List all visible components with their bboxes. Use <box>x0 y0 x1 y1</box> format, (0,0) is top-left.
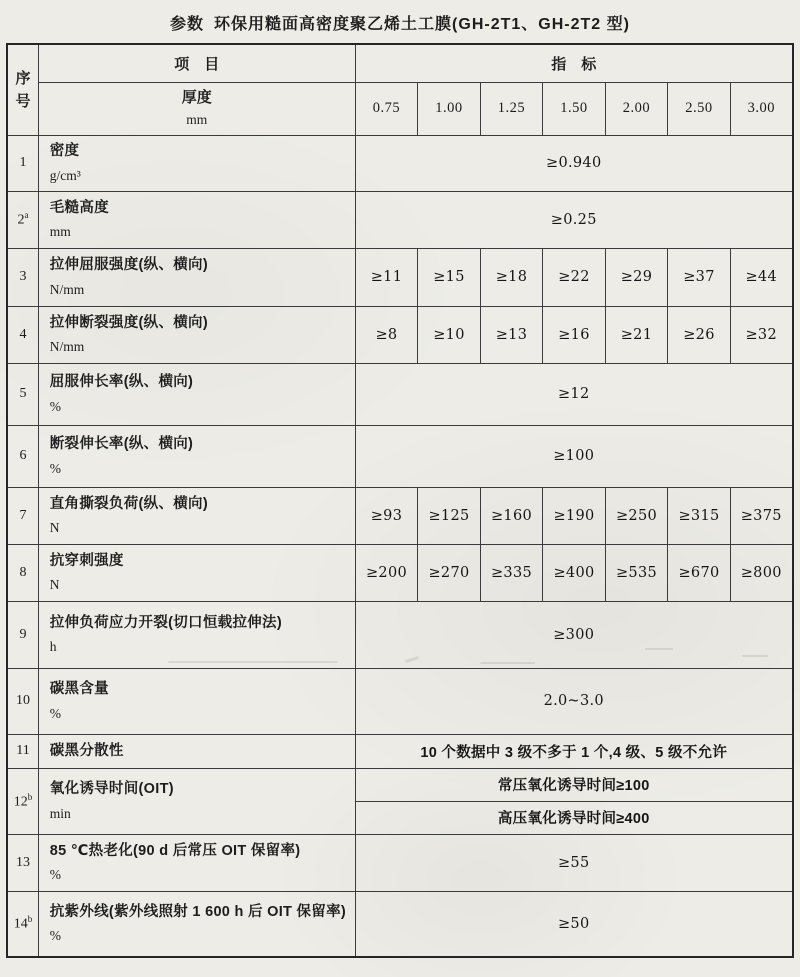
item-name: 拉伸断裂强度(纵、横向) <box>49 314 208 331</box>
serial-header <box>7 44 38 135</box>
thickness-value: 3.00 <box>730 82 793 135</box>
value-cell: 10 个数据中 3 级不多于 1 个,4 级、5 级不允许 <box>355 734 793 768</box>
serial-cell: 10 <box>7 668 38 734</box>
serial-cell: 2$^a$ <box>7 191 38 248</box>
spec-table <box>6 43 794 958</box>
value-cell: ≥18 <box>480 248 543 306</box>
value-cell: ≥10 <box>418 306 481 363</box>
item-cell <box>38 363 355 425</box>
value-cell: ≥315 <box>668 487 731 544</box>
value-cell: ≥44 <box>730 248 793 306</box>
item-cell <box>38 191 355 248</box>
table-row <box>7 191 793 248</box>
item-cell <box>38 544 355 601</box>
table-row <box>7 834 793 891</box>
caption-prefix: 参数 <box>170 16 205 33</box>
table-row <box>7 306 793 363</box>
serial-cell: 5 <box>7 363 38 425</box>
thickness-value: 1.00 <box>418 82 481 135</box>
value-cell: ≥100 <box>355 425 793 487</box>
item-unit: N <box>49 577 60 593</box>
serial-cell: 9 <box>7 601 38 668</box>
thickness-unit: mm <box>186 111 208 127</box>
value-cell: ≥375 <box>730 487 793 544</box>
value-cell: ≥11 <box>355 248 418 306</box>
serial-cell: 11 <box>7 734 38 768</box>
table-row <box>7 891 793 957</box>
table-row <box>7 668 793 734</box>
table-row <box>7 135 793 191</box>
value-cell: ≥800 <box>730 544 793 601</box>
spec-table-body <box>7 135 793 957</box>
value-cell: ≥22 <box>543 248 606 306</box>
thickness-value: 2.00 <box>605 82 668 135</box>
serial-cell: 1 <box>7 135 38 191</box>
header-row-thickness <box>7 82 793 135</box>
item-unit: % <box>49 705 61 721</box>
item-cell <box>38 487 355 544</box>
index-header: 指 标 <box>355 44 793 82</box>
table-row <box>7 363 793 425</box>
value-cell: ≥37 <box>668 248 731 306</box>
value-cell: ≥335 <box>480 544 543 601</box>
serial-cell: 6 <box>7 425 38 487</box>
item-unit: N/mm <box>49 281 85 297</box>
thickness-label: 厚度 <box>181 89 212 107</box>
value-cell: ≥0.25 <box>355 191 793 248</box>
value-cell: ≥250 <box>605 487 668 544</box>
item-unit: h <box>49 639 57 655</box>
value-cell: ≥21 <box>605 306 668 363</box>
table-row <box>7 734 793 768</box>
item-name: 直角撕裂负荷(纵、横向) <box>49 495 208 512</box>
value-cell: 常压氧化诱导时间≥100 <box>355 768 793 801</box>
item-cell <box>38 306 355 363</box>
value-cell: ≥93 <box>355 487 418 544</box>
item-unit: mm <box>49 224 71 240</box>
value-cell: ≥50 <box>355 891 793 957</box>
table-row <box>7 768 793 801</box>
value-cell: ≥26 <box>668 306 731 363</box>
item-name: 碳黑分散性 <box>49 742 124 759</box>
item-name: 拉伸屈服强度(纵、横向) <box>49 257 208 274</box>
item-name: 屈服伸长率(纵、横向) <box>49 374 194 391</box>
item-cell <box>38 834 355 891</box>
value-cell: ≥200 <box>355 544 418 601</box>
thickness-value: 0.75 <box>355 82 418 135</box>
value-cell: ≥670 <box>668 544 731 601</box>
value-cell: ≥270 <box>418 544 481 601</box>
item-unit: % <box>49 460 61 476</box>
item-unit: N/mm <box>49 339 85 355</box>
value-cell: ≥55 <box>355 834 793 891</box>
value-cell: ≥535 <box>605 544 668 601</box>
serial-cell: 3 <box>7 248 38 306</box>
serial-cell: 12$^b$ <box>7 768 38 834</box>
value-cell: ≥15 <box>418 248 481 306</box>
item-unit: % <box>49 928 61 944</box>
item-cell <box>38 135 355 191</box>
item-unit: g/cm³ <box>49 167 81 183</box>
item-name: 85 ℃热老化(90 d 后常压 OIT 保留率) <box>49 842 301 859</box>
item-name: 毛糙高度 <box>49 199 109 216</box>
item-name: 抗穿刺强度 <box>49 552 124 569</box>
item-name: 碳黑含量 <box>49 681 109 698</box>
item-name: 断裂伸长率(纵、横向) <box>49 436 194 453</box>
value-cell: 2.0~3.0 <box>355 668 793 734</box>
value-cell: ≥12 <box>355 363 793 425</box>
caption-title: 环保用糙面高密度聚乙烯土工膜(GH-2T1、GH-2T2 型) <box>214 16 630 33</box>
item-unit: % <box>49 867 61 883</box>
item-name: 密度 <box>49 143 80 160</box>
thickness-header-cell <box>38 82 355 135</box>
item-cell <box>38 668 355 734</box>
item-cell <box>38 248 355 306</box>
header-row-top <box>7 44 793 82</box>
thickness-value: 1.50 <box>543 82 606 135</box>
item-unit: % <box>49 398 61 414</box>
value-cell: ≥0.940 <box>355 135 793 191</box>
item-unit: N <box>49 520 60 536</box>
thickness-value: 2.50 <box>668 82 731 135</box>
serial-cell: 14$^b$ <box>7 891 38 957</box>
serial-cell: 8 <box>7 544 38 601</box>
value-cell: ≥13 <box>480 306 543 363</box>
item-header: 项 目 <box>38 44 355 82</box>
value-cell: ≥8 <box>355 306 418 363</box>
item-cell <box>38 601 355 668</box>
serial-cell: 7 <box>7 487 38 544</box>
value-cell: 高压氧化诱导时间≥400 <box>355 801 793 834</box>
serial-cell: 13 <box>7 834 38 891</box>
table-row <box>7 601 793 668</box>
thickness-value: 1.25 <box>480 82 543 135</box>
value-cell: ≥400 <box>543 544 606 601</box>
value-cell: ≥190 <box>543 487 606 544</box>
value-cell: ≥300 <box>355 601 793 668</box>
table-row <box>7 544 793 601</box>
value-cell: ≥16 <box>543 306 606 363</box>
item-cell <box>38 891 355 957</box>
table-row <box>7 248 793 306</box>
value-cell: ≥160 <box>480 487 543 544</box>
serial-header-label: 序号 <box>15 69 31 110</box>
item-cell <box>38 425 355 487</box>
value-cell: ≥29 <box>605 248 668 306</box>
table-row <box>7 425 793 487</box>
table-row <box>7 487 793 544</box>
item-name: 拉伸负荷应力开裂(切口恒载拉伸法) <box>49 614 282 631</box>
item-unit: min <box>49 805 71 821</box>
value-cell: ≥32 <box>730 306 793 363</box>
item-cell <box>38 734 355 768</box>
table-caption <box>0 0 800 34</box>
item-cell <box>38 768 355 834</box>
value-cell: ≥125 <box>418 487 481 544</box>
item-name: 抗紫外线(紫外线照射 1 600 h 后 OIT 保留率) <box>49 904 347 921</box>
serial-cell: 4 <box>7 306 38 363</box>
item-name: 氧化诱导时间(OIT) <box>49 781 174 798</box>
